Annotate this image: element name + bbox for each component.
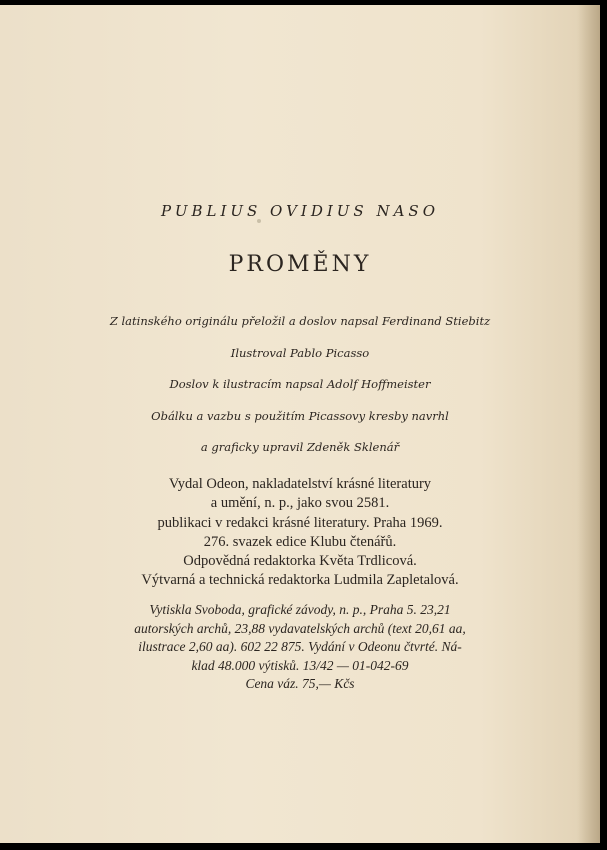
credit-illustrator: Ilustroval Pablo Picasso [230,345,370,360]
publisher-line: publikaci v redakci krásné literatury. Praha 1969. [157,514,443,531]
book-page [0,5,600,843]
credits-block [0,311,600,469]
colophon-line: klad 48.000 výtisků. 13/42 — 01-042-69 [191,657,409,673]
colophon-line: Vytiskla Svoboda, grafické závody, n. p., Praha 5. 23,21 [149,602,451,617]
credit-graphic-design: a graficky upravil Zdeněk Sklenář [200,440,400,454]
publisher-block [0,475,600,591]
publisher-line: Vydal Odeon, nakladatelství krásné literatury [168,476,432,492]
book-title: PROMĚNY [228,252,372,277]
publisher-line: Odpovědná redaktorka Květa Trdlicová. [183,553,417,570]
credit-cover-design: Obálku a vazbu s použitím Picassovy kresby navrhl [151,408,449,423]
credit-afterword: Doslov k ilustracím napsal Adolf Hoffmeister [169,377,431,391]
colophon-block [0,601,600,694]
publisher-line: a umění, n. p., jako svou 2581. [210,495,390,512]
colophon-price: Cena váz. 75,— Kčs [245,676,355,691]
colophon-line: ilustrace 2,60 aa). 602 22 875. Vydání v Odeonu čtvrté. Ná- [138,639,462,654]
colophon-line: autorských archů, 23,88 vydavatelských archů (text 20,61 aa, [134,620,466,636]
publisher-line: 276. svazek edice Klubu čtenářů. [203,533,397,550]
author-name: PUBLIUS OVIDIUS NASO [160,202,440,220]
publisher-line: Výtvarná a technická redaktorka Ludmila Zapletalová. [141,572,459,589]
credit-translator: Z latinského originálu přeložil a doslov napsal Ferdinand Stiebitz [109,314,491,328]
